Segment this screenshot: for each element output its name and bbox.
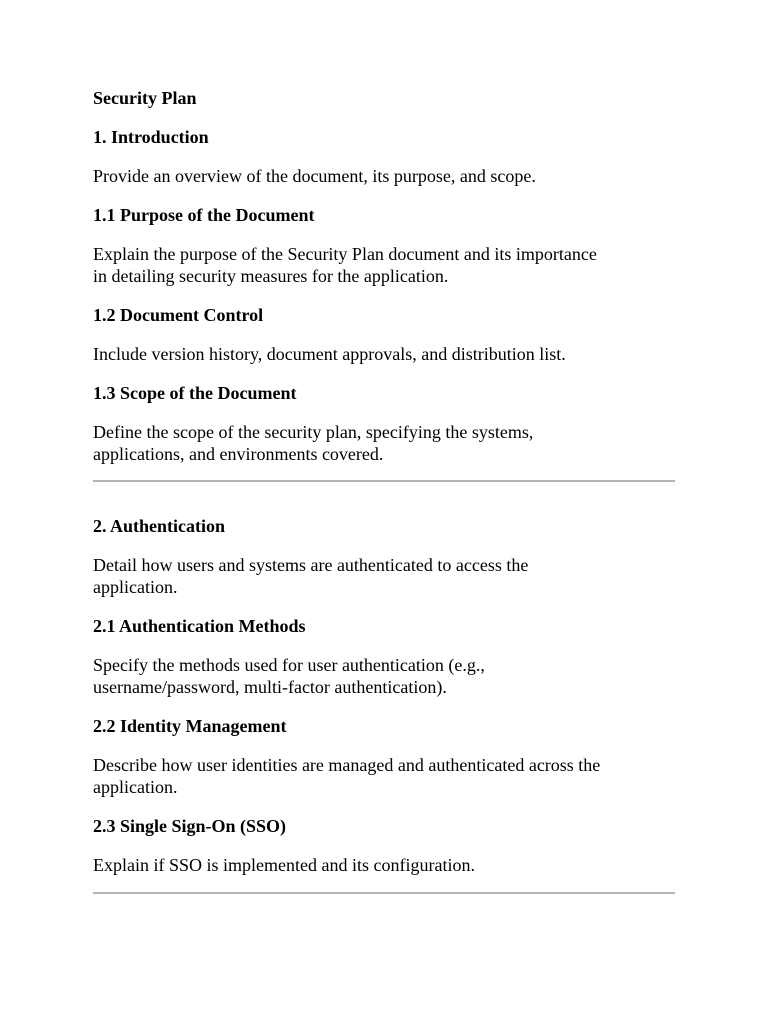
subsection-heading-authentication-methods: 2.1 Authentication Methods — [93, 616, 306, 636]
document-page — [93, 87, 675, 894]
section-heading-authentication: 2. Authentication — [93, 516, 226, 536]
section-text-introduction: Provide an overview of the document, its purpose, and scope. — [93, 166, 536, 186]
section-heading-introduction: 1. Introduction — [93, 127, 209, 147]
text-line: in detailing security measures for the application. — [93, 266, 449, 286]
subsection-heading-document-control: 1.2 Document Control — [93, 305, 264, 325]
subsection-heading-identity-management: 2.2 Identity Management — [93, 716, 287, 736]
text-line: Define the scope of the security plan, specifying the systems, — [93, 422, 534, 442]
subsection-text-authentication-methods — [93, 654, 675, 698]
subsection-text-scope — [93, 421, 675, 465]
text-line: Specify the methods used for user authentication (e.g., — [93, 655, 485, 675]
text-line: Include version history, document approvals, and distribution list. — [93, 344, 566, 364]
text-line: Explain the purpose of the Security Plan document and its importance — [93, 244, 597, 264]
section-divider — [93, 480, 675, 482]
text-line: applications, and environments covered. — [93, 444, 384, 464]
subsection-heading-sso: 2.3 Single Sign-On (SSO) — [93, 816, 287, 836]
section-divider — [93, 892, 675, 894]
section-text-authentication — [93, 554, 675, 598]
text-line: Detail how users and systems are authenticated to access the — [93, 555, 529, 575]
text-line: application. — [93, 777, 178, 797]
text-line: username/password, multi-factor authentication). — [93, 677, 447, 697]
text-line: Explain if SSO is implemented and its configuration. — [93, 855, 475, 875]
subsection-heading-purpose: 1.1 Purpose of the Document — [93, 205, 315, 225]
subsection-text-sso — [93, 854, 675, 876]
subsection-heading-scope: 1.3 Scope of the Document — [93, 383, 297, 403]
subsection-text-document-control — [93, 343, 675, 365]
subsection-text-purpose — [93, 243, 675, 287]
text-line: application. — [93, 577, 178, 597]
document-title: Security Plan — [93, 88, 197, 108]
subsection-text-identity-management — [93, 754, 675, 798]
text-line: Describe how user identities are managed and authenticated across the — [93, 755, 601, 775]
